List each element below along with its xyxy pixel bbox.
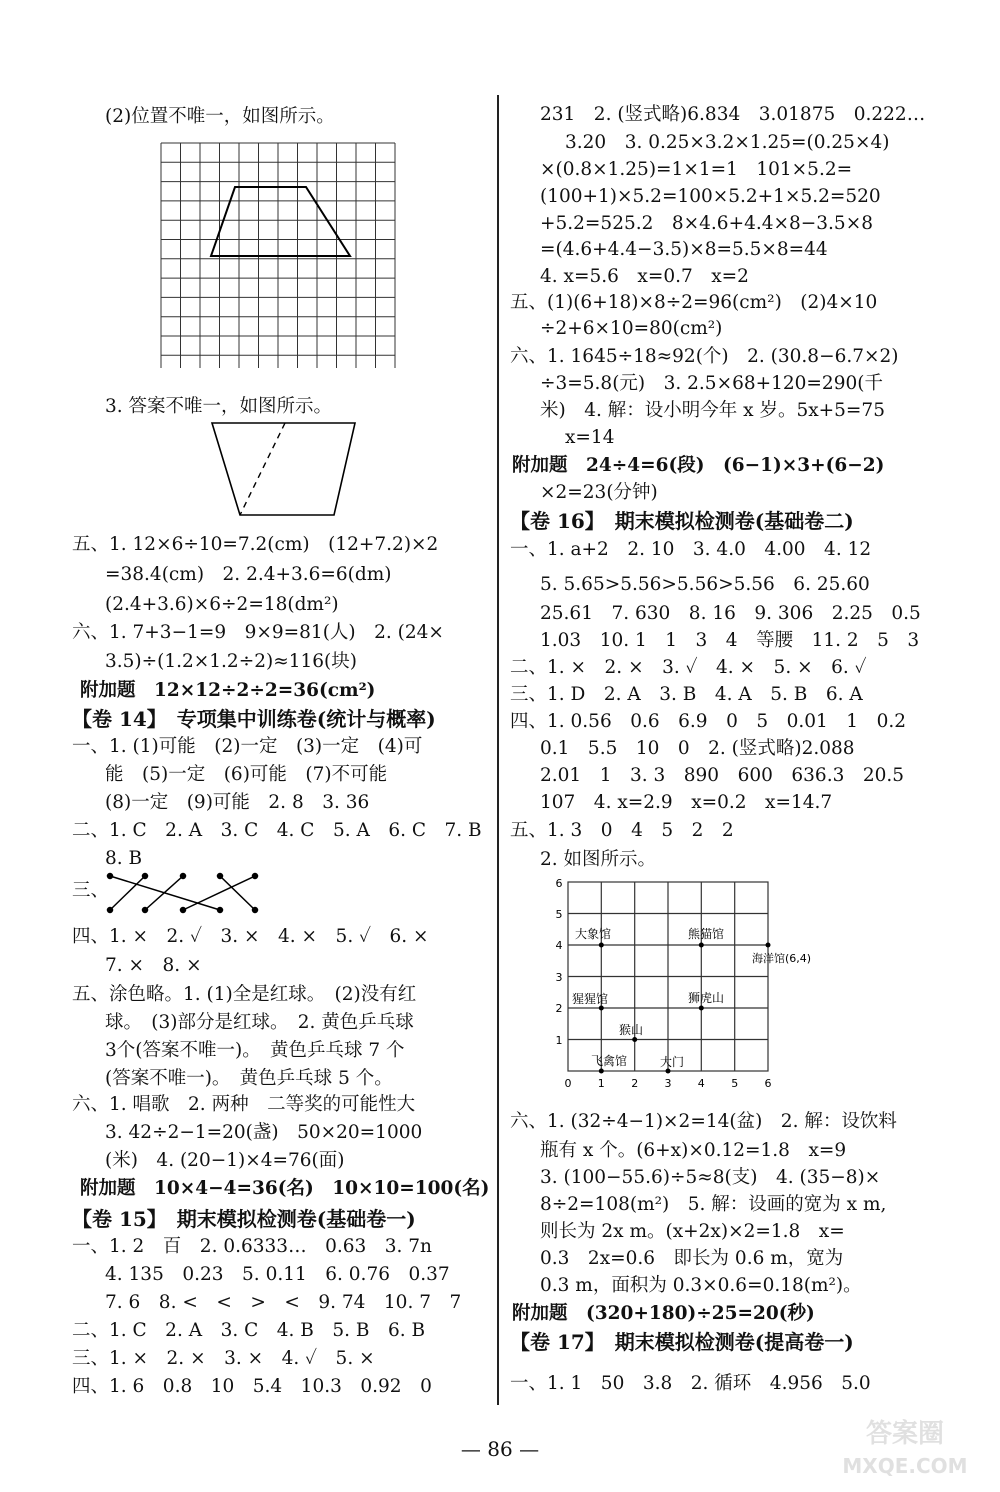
text-line: 三、1. D 2. A 3. B 4. A 5. B 6. A — [510, 684, 863, 705]
trapezoid-shape — [211, 187, 350, 256]
text-line: 能 (5)一定 (6)可能 (7)不可能 — [105, 764, 388, 785]
text-line: 3个(答案不唯一)。 黄色乒乓球 7 个 — [105, 1040, 405, 1061]
text-line: 一、1. 2 百 2. 0.6333… 0.63 3. 7n — [72, 1236, 432, 1257]
text-line: 五、(1)(6+18)×8÷2=96(cm²) (2)4×10 — [510, 292, 878, 313]
text-line: 0.3 m，面积为 0.3×0.6=0.18(m²)。 — [540, 1275, 862, 1296]
watermark-logo — [830, 1418, 980, 1488]
text-line: ×2=23(分钟) — [540, 482, 658, 503]
text-line: 3.5)÷(1.2×1.2÷2)≈116(块) — [105, 651, 357, 672]
watermark-url: MXQE.COM — [842, 1454, 968, 1478]
x-tick: 4 — [697, 1077, 705, 1090]
y-tick: 4 — [555, 939, 563, 952]
map-label: 猩猩馆 — [572, 992, 609, 1006]
text-line: =(4.6+4.4−3.5)×8=5.5×8=44 — [540, 239, 828, 260]
watermark-title: 答案圈 — [865, 1419, 944, 1449]
text-line: 附加题 24÷4=6(段) (6−1)×3+(6−2) — [512, 455, 885, 476]
text-line: 瓶有 x 个。(6+x)×0.12=1.8 x=9 — [540, 1140, 847, 1161]
text-line: 25.61 7. 630 8. 16 9. 306 2.25 0.5 — [540, 603, 921, 624]
text-line: 3. 42÷2−1=20(盏) 50×20=1000 — [105, 1122, 423, 1143]
matching-lines-figure — [105, 868, 265, 918]
text-line: 米) 4. 解：设小明今年 x 岁。5x+5=75 — [540, 400, 885, 421]
map-label: 猴山 — [619, 1023, 644, 1037]
text-line: ×(0.8×1.25)=1×1=1 101×5.2= — [540, 159, 853, 180]
map-label: 狮虎山 — [688, 991, 725, 1005]
text-line: 4. 135 0.23 5. 0.11 6. 0.76 0.37 — [105, 1264, 450, 1285]
y-tick: 1 — [555, 1034, 563, 1047]
text-line: 四、1. 0.56 0.6 6.9 0 5 0.01 1 0.2 — [510, 711, 906, 732]
text-line: 三、1. × 2. × 3. × 4. ✓ 5. × — [72, 1348, 375, 1369]
text-line: 附加题 12×12÷2÷2=36(cm²) — [80, 680, 376, 701]
text-line: 一、1. 1 50 3.8 2. 循环 4.956 5.0 — [510, 1373, 871, 1394]
text-line: 3.20 3. 0.25×3.2×1.25=(0.25×4) — [565, 132, 890, 153]
text-line: 六、1. 1645÷18≈92(个) 2. (30.8−6.7×2) — [510, 346, 899, 367]
x-tick: 2 — [631, 1077, 639, 1090]
text-line: 六、1. (32÷4−1)×2=14(盆) 2. 解：设饮料 — [510, 1111, 897, 1132]
text-line: 2. 如图所示。 — [540, 849, 657, 870]
text-line: 8. B — [105, 848, 143, 869]
text-line: 5. 5.65>5.56>5.56>5.56 6. 25.60 — [540, 574, 870, 595]
zoo-map-figure — [548, 872, 812, 1097]
section-heading: 【卷 14】 专项集中训练卷(统计与概率) — [72, 707, 436, 731]
text-line: 2.01 1 3. 3 890 600 636.3 20.5 — [540, 765, 905, 786]
map-label: 大门 — [660, 1055, 685, 1069]
section-heading: 【卷 17】 期末模拟检测卷(提高卷一) — [510, 1330, 854, 1354]
x-tick: 5 — [731, 1077, 739, 1090]
text-line: (2.4+3.6)×6÷2=18(dm²) — [105, 594, 339, 615]
map-label: 熊猫馆 — [688, 927, 725, 941]
text-line: ÷2+6×10=80(cm²) — [540, 318, 723, 339]
text-line: 二、1. × 2. × 3. ✓ 4. × 5. × 6. ✓ — [510, 657, 867, 678]
text-line: 五、1. 3 0 4 5 2 2 — [510, 820, 734, 841]
grid-trapezoid-figure — [158, 140, 398, 370]
text-line: 则长为 2x m。(x+2x)×2=1.8 x= — [540, 1221, 845, 1242]
page-number: — 86 — — [460, 1437, 540, 1461]
text-line: 3. (100−55.6)÷5≈8(支) 4. (35−8)× — [540, 1167, 881, 1188]
map-label: 飞禽馆 — [591, 1054, 628, 1068]
text-line: 附加题 (320+180)÷25=20(秒) — [512, 1303, 815, 1324]
text-line: 四、1. 6 0.8 10 5.4 10.3 0.92 0 — [72, 1376, 432, 1397]
inverted-trapezoid-figure — [205, 420, 365, 520]
section-heading: 【卷 15】 期末模拟检测卷(基础卷一) — [72, 1207, 416, 1231]
text-line: 7. × 8. × — [105, 955, 202, 976]
text-line: (100+1)×5.2=100×5.2+1×5.2=520 — [540, 186, 881, 207]
section-heading: 【卷 16】 期末模拟检测卷(基础卷二) — [510, 509, 854, 533]
text-line: 三、 — [72, 880, 110, 901]
text-line: 五、涂色略。1. (1)全是红球。 (2)没有红 — [72, 984, 417, 1005]
text-line: 107 4. x=2.9 x=0.2 x=14.7 — [540, 792, 833, 813]
text-line: 四、1. × 2. ✓ 3. × 4. × 5. ✓ 6. × — [72, 926, 429, 947]
text-line: 六、1. 7+3−1=9 9×9=81(人) 2. (24× — [72, 622, 444, 643]
column-divider — [497, 95, 499, 1405]
x-tick: 3 — [664, 1077, 672, 1090]
text-line: +5.2=525.2 8×4.6+4.4×8−3.5×8 — [540, 213, 873, 234]
x-tick: 0 — [564, 1077, 572, 1090]
text-line: ÷3=5.8(元) 3. 2.5×68+120=290(千 — [540, 373, 883, 394]
text-line: 3. 答案不唯一，如图所示。 — [105, 396, 333, 417]
text-line: 附加题 10×4−4=36(名) 10×10=100(名) — [80, 1178, 490, 1199]
map-label: 海洋馆(6,4) — [752, 952, 812, 965]
x-tick: 6 — [764, 1077, 772, 1090]
text-line: =38.4(cm) 2. 2.4+3.6=6(dm) — [105, 564, 392, 585]
text-line: 二、1. C 2. A 3. C 4. C 5. A 6. C 7. B — [72, 820, 482, 841]
map-label: 大象馆 — [575, 927, 612, 941]
text-line: 一、1. (1)可能 (2)一定 (3)一定 (4)可 — [72, 736, 423, 757]
text-line: 0.1 5.5 10 0 2. (竖式略)2.088 — [540, 738, 855, 759]
y-tick: 3 — [555, 971, 563, 984]
text-line: (米) 4. (20−1)×4=76(面) — [105, 1150, 345, 1171]
text-line: 7. 6 8. < < > < 9. 74 10. 7 7 — [105, 1292, 462, 1313]
y-tick: 2 — [555, 1002, 563, 1015]
text-line: 球。 (3)部分是红球。 2. 黄色乒乓球 — [105, 1012, 414, 1033]
text-line: (答案不唯一)。 黄色乒乓球 5 个。 — [105, 1068, 393, 1089]
text-line: 8÷2=108(m²) 5. 解：设画的宽为 x m, — [540, 1194, 887, 1215]
text-line: 1.03 10. 1 1 3 4 等腰 11. 2 5 3 — [540, 630, 920, 651]
text-line: 二、1. C 2. A 3. C 4. B 5. B 6. B — [72, 1320, 426, 1341]
text-line: 231 2. (竖式略)6.834 3.01875 0.222… — [540, 104, 926, 125]
text-line: (2)位置不唯一，如图所示。 — [105, 106, 335, 127]
text-line: (8)一定 (9)可能 2. 8 3. 36 — [105, 792, 370, 813]
x-tick: 1 — [597, 1077, 605, 1090]
text-line: x=14 — [565, 427, 615, 448]
text-line: 一、1. a+2 2. 10 3. 4.0 4.00 4. 12 — [510, 539, 872, 560]
text-line: 五、1. 12×6÷10=7.2(cm) (12+7.2)×2 — [72, 534, 439, 555]
text-line: 0.3 2x=0.6 即长为 0.6 m，宽为 — [540, 1248, 844, 1269]
y-tick: 6 — [555, 877, 563, 890]
text-line: 4. x=5.6 x=0.7 x=2 — [540, 266, 749, 287]
text-line: 六、1. 唱歌 2. 两种 二等奖的可能性大 — [72, 1094, 416, 1115]
y-tick: 5 — [555, 908, 563, 921]
